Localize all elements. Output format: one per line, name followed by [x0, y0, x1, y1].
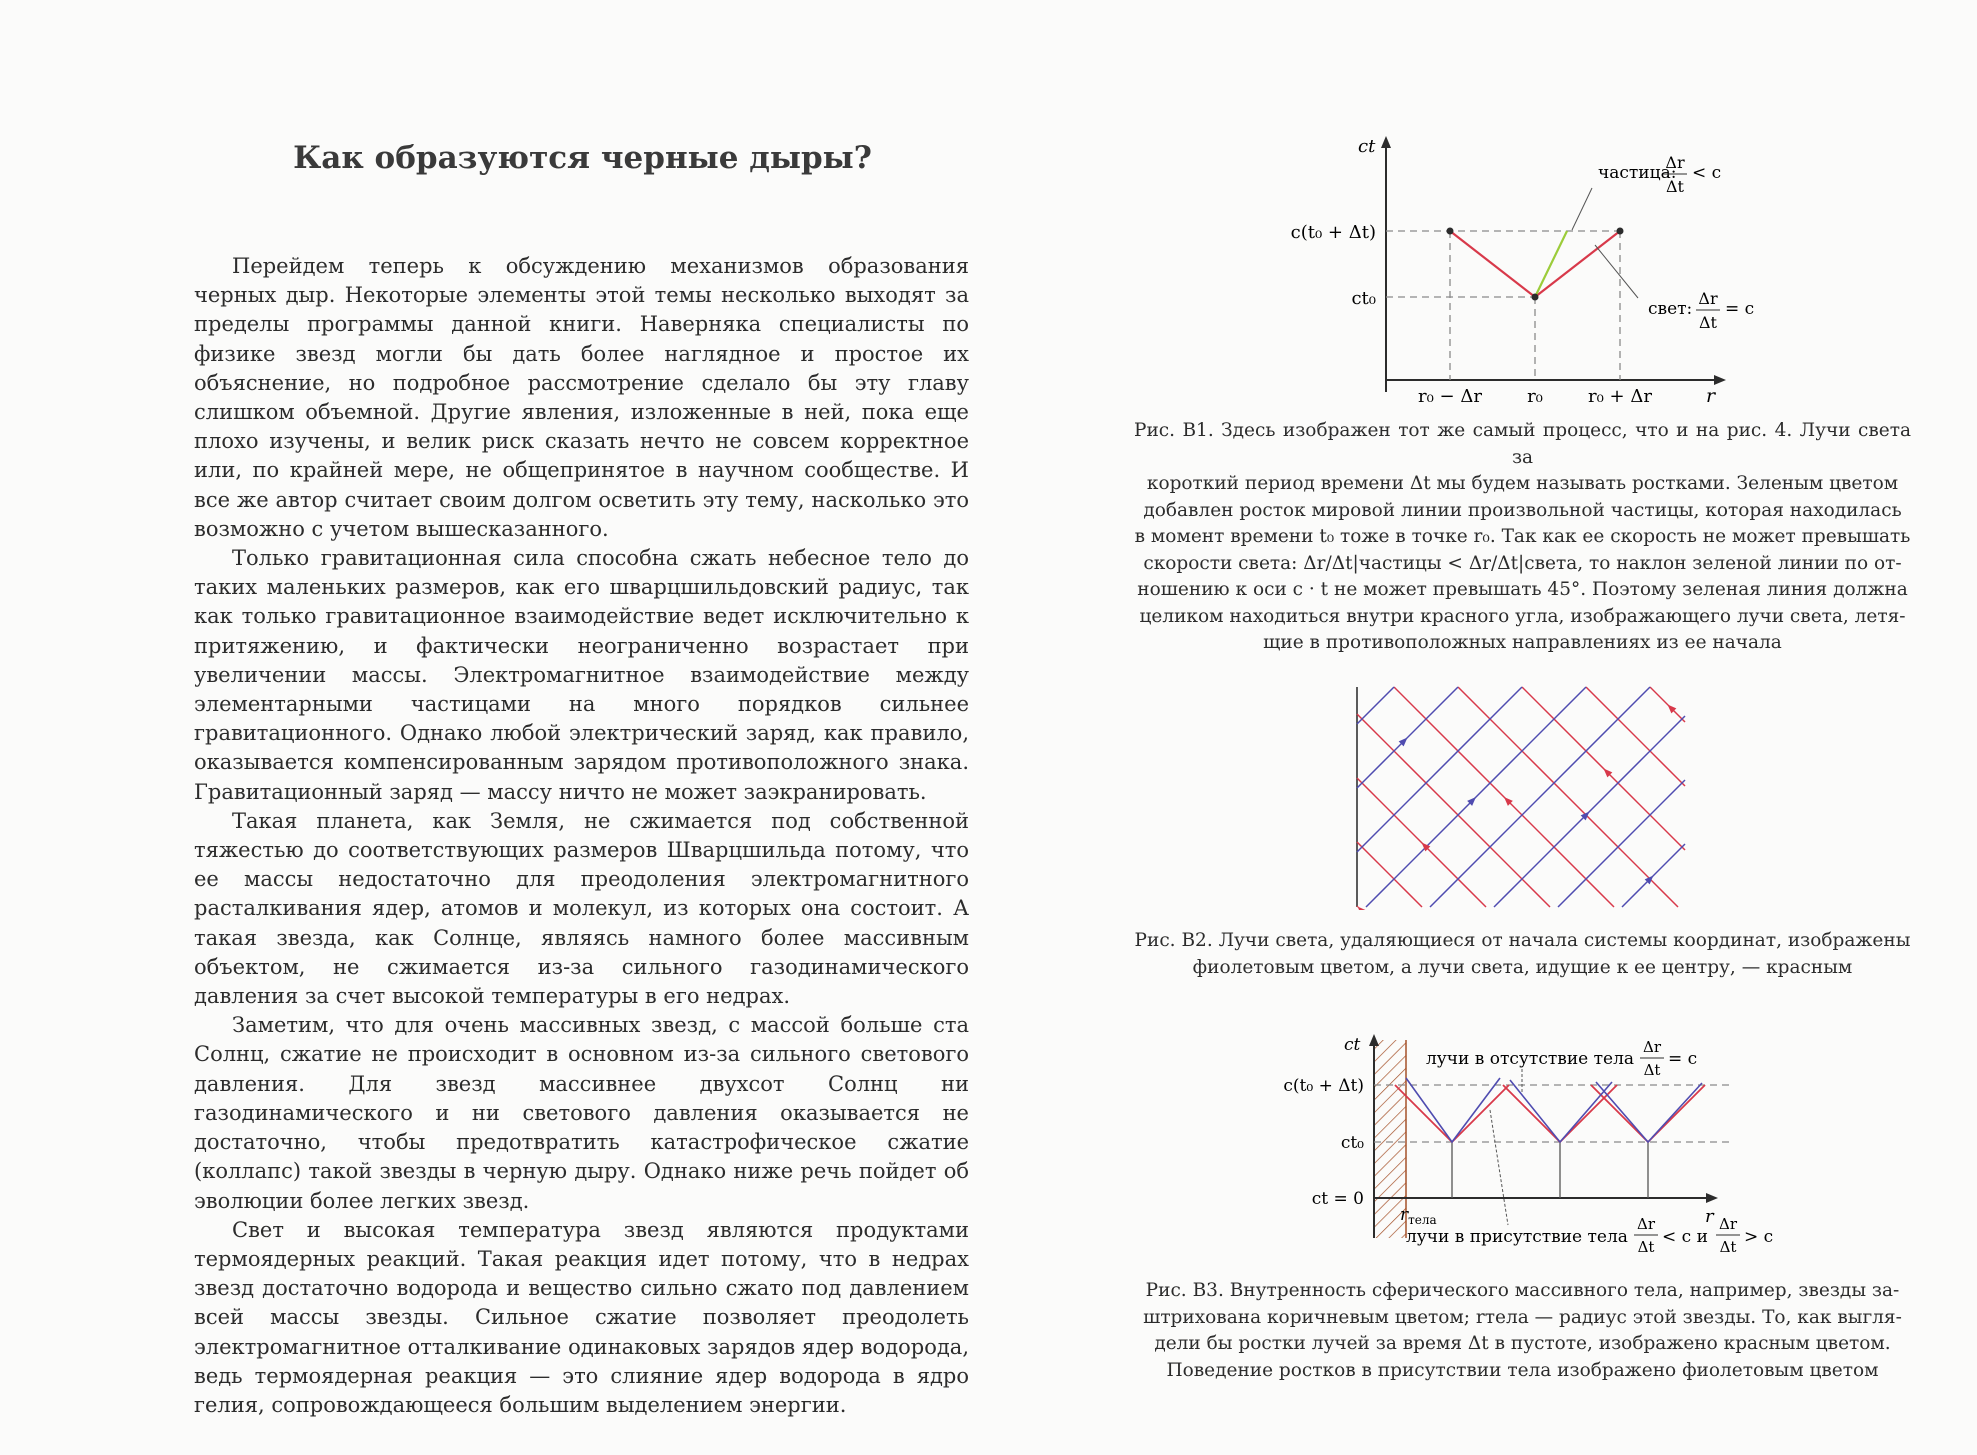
caption-line: Рис. В1. Здесь изображен тот же самый процесс, что и на рис. 4. Лучи света за — [1134, 420, 1911, 468]
y-tick-mid: ct₀ — [1340, 1133, 1364, 1153]
bottom-relation-2: > c — [1744, 1227, 1774, 1247]
particle-relation: < c — [1692, 163, 1722, 183]
violet-ray — [1357, 687, 1458, 788]
top-fraction-den: Δt — [1643, 1061, 1661, 1079]
particle-world-line — [1535, 231, 1567, 297]
y-tick-lower: ct₀ — [1351, 288, 1376, 309]
paragraph: Перейдем теперь к обсуждению механизмов образования черных дыр. Некоторые элементы этой темы несколько выходят за пределы программы данной книги. Наверняка специалисты по физике звезд могли бы дать более наглядное и простое их объяснение, но подробное рассмотрение сделало бы эту главу слишком объемной. Другие явления, изложенные в ней, пока еще плохо изучены, и велик риск сказать нечто не совсем корректное или, по крайней мере, не общепринятое в научном сообществе. И все же автор считает своим долгом осветить эту тему, насколько это возможно с учетом вышесказанного. — [194, 254, 969, 541]
figure-3-diagram — [1240, 1030, 1800, 1260]
figure-2-caption — [1134, 928, 1911, 981]
violet-ray — [1430, 687, 1650, 907]
violet-cone — [1510, 1080, 1612, 1142]
top-relation: = c — [1668, 1049, 1698, 1069]
paragraph: Такая планета, как Земля, не сжимается под собственной тяжестью до соответствующих размеров Шварцшильда потому, что ее массы недостаточно для преодоления электромагнитного расталкивания ядер, атомов и молекул, из которых она состоит. А такая звезда, как Солнце, являясь намного более массивным объектом, не сжимается из-за сильного газодинамического давления за счет высокой температуры в его недрах. — [194, 808, 969, 1009]
bottom-fraction-den-2: Δt — [1719, 1238, 1737, 1256]
figure-3-caption — [1134, 1278, 1911, 1384]
light-ray-left — [1450, 231, 1535, 297]
particle-leader — [1572, 188, 1592, 230]
x-axis-label: r — [1706, 385, 1716, 405]
light-fraction-den: Δt — [1699, 313, 1717, 332]
y-tick-upper: c(t₀ + Δt) — [1283, 1076, 1364, 1096]
body-text — [194, 252, 969, 1420]
caption-line: Поведение ростков в присутствии тела изображено фиолетовым цветом — [1166, 1359, 1879, 1381]
x-axis-label: r — [1705, 1206, 1714, 1227]
point-start — [1532, 294, 1539, 301]
caption-line: щие в противоположных направлениях из ее начала — [1263, 632, 1782, 653]
caption-line: штрихована коричневым цветом; rтела — радиус этой звезды. То, как выгля- — [1143, 1306, 1902, 1328]
red-ray — [1357, 842, 1422, 907]
violet-ray — [1558, 780, 1685, 907]
bottom-fraction-num-2: Δr — [1718, 1215, 1738, 1233]
page-title: Как образуются черные дыры? — [293, 140, 872, 176]
y-axis-arrow — [1381, 136, 1391, 148]
bottom-label: лучи в присутствие тела — [1406, 1227, 1628, 1247]
violet-ray — [1366, 687, 1586, 907]
bottom-relation-1: < c и — [1662, 1227, 1708, 1247]
r-body-label — [1400, 1205, 1437, 1227]
top-label: лучи в отсутствие тела — [1426, 1049, 1635, 1069]
violet-ray — [1357, 687, 1522, 852]
red-cone — [1395, 1085, 1509, 1142]
caption-line: скорости света: Δr/Δt|частицы < Δr/Δt|света, то наклон зеленой линии по от- — [1143, 552, 1902, 574]
light-ray-right — [1535, 231, 1620, 297]
y-axis-label: ct — [1344, 1035, 1361, 1055]
y-axis-label: ct — [1358, 136, 1376, 157]
y-tick-zero: ct = 0 — [1311, 1189, 1364, 1209]
figure-1-diagram — [1130, 130, 1770, 405]
x-tick-left: r₀ − Δr — [1418, 386, 1482, 405]
r-body-symbol: r — [1400, 1205, 1409, 1225]
caption-line: Рис. В3. Внутренность сферического массивного тела, например, звезды за- — [1145, 1280, 1900, 1301]
caption-line: целиком находиться внутри красного угла, изображающего лучи света, летя- — [1139, 605, 1906, 627]
bottom-fraction-num: Δr — [1636, 1215, 1656, 1233]
caption-line: добавлен росток мировой линии произвольной частицы, которая находилась — [1143, 499, 1902, 521]
r-body-subscript: тела — [1408, 1213, 1437, 1227]
caption-line: фиолетовым цветом, а лучи света, идущие к ее центру, — красным — [1192, 956, 1853, 978]
bottom-fraction-den: Δt — [1637, 1238, 1655, 1256]
y-tick-upper: c(t₀ + Δt) — [1290, 222, 1376, 243]
bottom-leader — [1490, 1110, 1508, 1225]
red-ray — [1458, 687, 1678, 907]
point-right — [1617, 228, 1624, 235]
particle-label: частица: — [1598, 163, 1677, 183]
caption-line: короткий период времени Δt мы будем называть ростками. Зеленым цветом — [1146, 473, 1899, 494]
figure-1-caption — [1134, 418, 1911, 657]
particle-fraction-num: Δr — [1665, 153, 1685, 172]
light-label: свет: — [1648, 299, 1693, 319]
x-axis-arrow — [1714, 375, 1726, 385]
light-fraction-num: Δr — [1698, 289, 1718, 308]
caption-line: ношению к оси c · t не может превышать 45°. Поэтому зеленая линия должна — [1137, 579, 1908, 600]
caption-line: дели бы ростки лучей за время Δt в пустоте, изображено красным цветом. — [1154, 1333, 1891, 1354]
light-relation: = c — [1725, 299, 1755, 319]
x-tick-mid: r₀ — [1527, 386, 1543, 405]
figure-2-diagram — [1350, 685, 1690, 910]
top-fraction-num: Δr — [1642, 1038, 1662, 1056]
light-leader — [1595, 245, 1638, 298]
x-axis-arrow — [1706, 1193, 1718, 1203]
caption-line: Рис. В2. Лучи света, удаляющиеся от начала системы координат, изображены — [1134, 930, 1911, 951]
paragraph: Свет и высокая температура звезд являются продуктами термоядерных реакций. Такая реакция идет потому, что в недрах звезд достаточно водорода и вещество сильно сжато под давлением всей массы звезды. Сильное сжатие позволяет преодолеть электромагнитное отталкивание одинаковых зарядов ядер водорода, ведь термоядерная реакция — это слияние ядер водорода в ядро гелия, сопровождающееся большим выделением энергии. — [194, 1217, 969, 1417]
paragraph: Заметим, что для очень массивных звезд, с массой больше ста Солнц, сжатие не происходит в основном из-за сильного светового давления. Для звезд массивнее двухсот Солнц ни газодинамического и ни светового давления оказывается не достаточно, чтобы предотвратить катастрофическое сжатие (коллапс) такой звезды в черную дыру. Однако ниже речь пойдет об эволюции более легких звезд. — [194, 1013, 969, 1213]
red-ray — [1394, 687, 1614, 907]
red-ray — [1357, 714, 1550, 907]
point-left — [1447, 228, 1454, 235]
x-tick-right: r₀ + Δr — [1588, 386, 1652, 405]
caption-line: в момент времени t₀ тоже в точке r₀. Так как ее скорость не может превышать — [1134, 526, 1911, 547]
violet-ray — [1357, 687, 1394, 724]
particle-fraction-den: Δt — [1666, 177, 1684, 196]
paragraph: Только гравитационная сила способна сжать небесное тело до таких маленьких размеров, как его шварцшильдовский радиус, так как только гравитационное взаимодействие ведет исключительно к притяжению, и фактически неограниченно возрастает при увеличении массы. Электромагнитное взаимодействие между элементарными частицами на много порядков сильнее гравитационного. Однако любой электрический заряд, как правило, оказывается компенсированным зарядом противоположного знака. Гравитационный заряд — массу ничто не может заэкранировать. — [194, 546, 969, 804]
